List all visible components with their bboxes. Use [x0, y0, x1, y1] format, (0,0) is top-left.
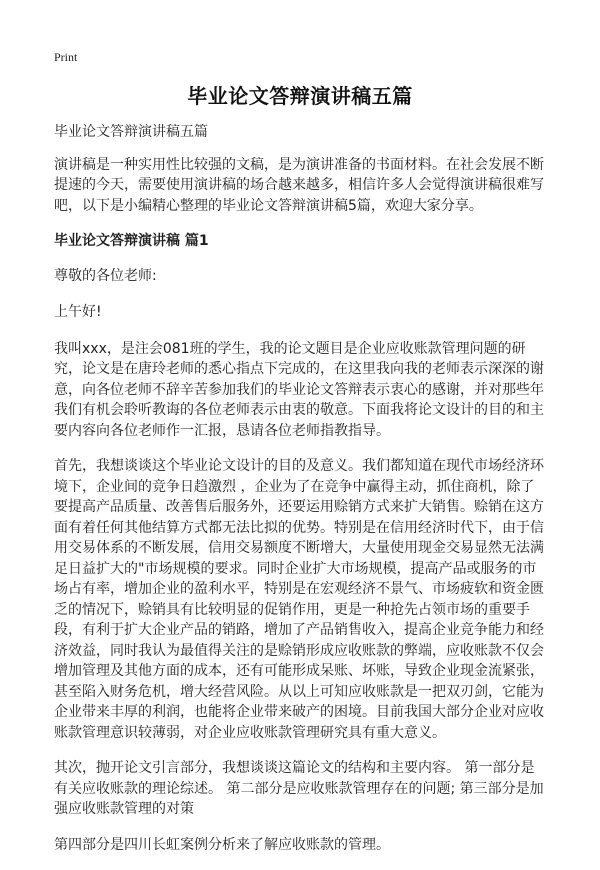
document-subtitle: 毕业论文答辩演讲稿五篇	[54, 124, 208, 140]
salutation: 尊敬的各位老师:	[54, 267, 157, 284]
print-label: Print	[54, 50, 78, 64]
document-title: 毕业论文答辩演讲稿五篇	[187, 84, 413, 108]
body-paragraph: 第四部分是四川长虹案例分析来了解应收账款的管理。	[54, 836, 390, 853]
body-paragraph: 我叫xxx，是注会081班的学生，我的论文题目是企业应收账款管理问题的研究，论文是在唐玲老师的悉心指点下完成的，在这里我向我的老师表示深深的谢意，向各位老师不辞辛苦参加我们的毕业论文答辩表示衷心的感谢，并对那些年我们有机会聆听教诲的各位老师表示由衷的敬意。下面我将论文设计的目的和主要内容向各位老师作一汇报，恳请各位老师指教指导。	[54, 340, 544, 439]
body-paragraph: 首先，我想谈谈这个毕业论文设计的目的及意义。我们都知道在现代市场经济环境下，企业间的竞争日趋激烈 ，企业为了在竞争中赢得主动，抓住商机，除了要提高产品质量、改善售后服务外，还要运用赊销方式来扩大销售。赊销在这方面有着任何其他结算方式都无法比拟的优势。特别是在信用经济时代下，由于信用交易体系的不断发展，信用交易额度不断增大，大量使用现金交易显然无法满足日益扩大的"市场规模的要求。同时企业扩大市场规模，提高产品或服务的市场占有率，增加企业的盈利水平，特别是在宏观经济不景气、市场疲软和资金匮乏的情况下，赊销具有比较明显的促销作用，更是一种抢先占领市场的重要手段，有利于扩大企业产品的销路，增加了产品销售收入，提高企业竞争能力和经济效益，同时我认为最值得关注的是赊销形成应收账款的弊端，应收账款不仅会增加管理及其他方面的成本，还有可能形成呆账、坏账，导致企业现金流紧张，甚至陷入财务危机，增大经营风险。从以上可知应收账款是一把双刃剑，它能为企业带来丰厚的利润，也能将企业带来破产的困境。目前我国大部分企业对应收账款管理意识较薄弱，对企业应收账款管理研究具有重大意义。	[54, 458, 544, 741]
section-heading: 毕业论文答辩演讲稿 篇1	[54, 233, 209, 249]
body-paragraph: 其次，抛开论文引言部分，我想谈谈这篇论文的结构和主要内容。 第一部分是有关应收账款的理论综述。 第二部分是应收账款管理存在的问题; 第三部分是加强应收账款管理的对策	[54, 760, 544, 817]
document-body	[54, 122, 546, 870]
greeting: 上午好!	[54, 304, 102, 320]
intro-paragraph: 演讲稿是一种实用性比较强的文稿，是为演讲准备的书面材料。在社会发展不断提速的今天，需要使用演讲稿的场合越来越多，相信许多人会觉得演讲稿很难写吧，以下是小编精心整理的毕业论文答辩演讲稿5篇，欢迎大家分享。	[54, 156, 544, 214]
